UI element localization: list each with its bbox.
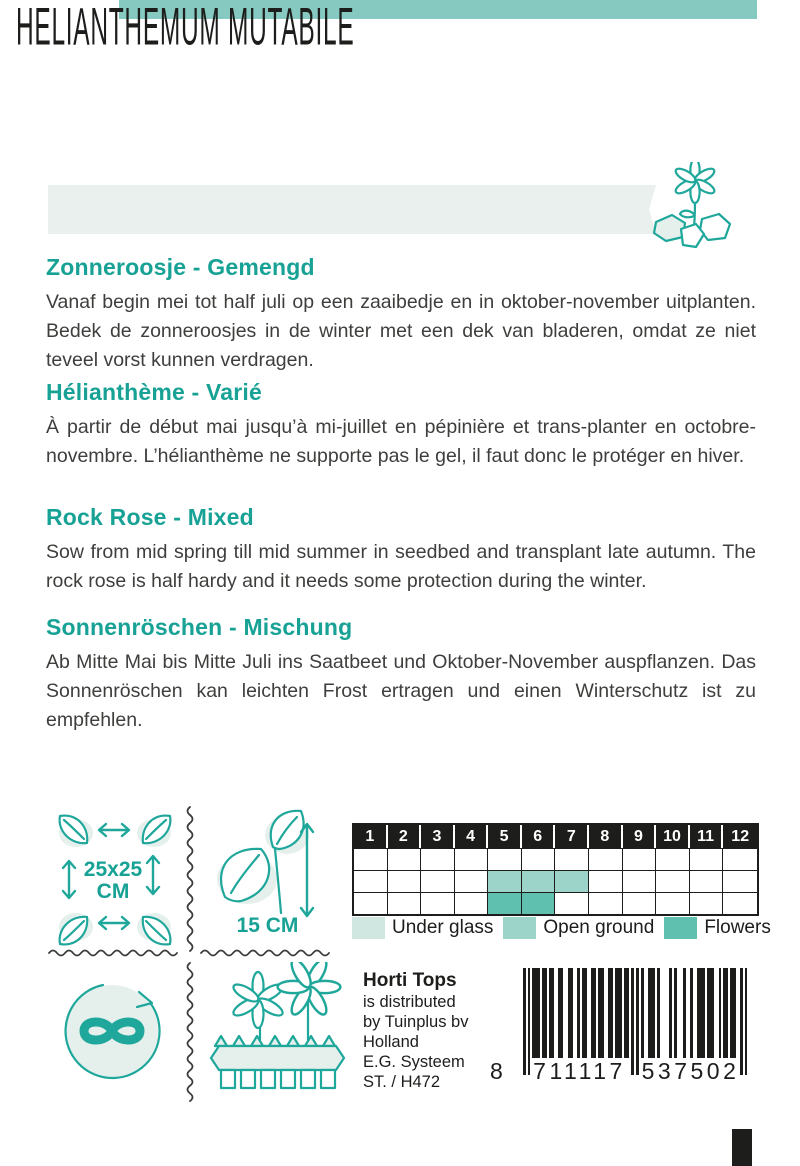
calendar-month-7: 7 — [555, 825, 589, 848]
barcode-bar — [620, 968, 623, 1062]
print-registration-mark — [732, 1129, 752, 1166]
barcode-bar — [726, 968, 729, 1062]
barcode-bar — [712, 968, 715, 1062]
calendar-cell-open-ground-12 — [723, 870, 757, 892]
calendar-cell-under-glass-4 — [455, 848, 489, 870]
legend-label: Under glass — [392, 917, 494, 938]
barcode-bar — [745, 968, 748, 1075]
calendar-cell-under-glass-9 — [623, 848, 657, 870]
calendar-cell-under-glass-5 — [488, 848, 522, 870]
barcode-bar — [551, 968, 554, 1062]
calendar-month-11: 11 — [690, 825, 724, 848]
barcode-bar — [594, 968, 597, 1062]
barcode-bar — [610, 968, 613, 1062]
barcode-bar — [636, 968, 639, 1075]
legend-swatch — [664, 917, 697, 939]
barcode-bar — [657, 968, 660, 1062]
barcode-bar — [577, 968, 580, 1062]
calendar-cell-flowers-7 — [555, 892, 589, 914]
calendar-cell-flowers-4 — [455, 892, 489, 914]
barcode-bar — [561, 968, 564, 1062]
distributor-line: by Tuinplus bv — [363, 1013, 469, 1031]
section-french — [46, 379, 756, 471]
legend-item — [664, 917, 771, 939]
barcode-bar — [702, 968, 705, 1062]
calendar-cell-open-ground-1 — [354, 870, 388, 892]
calendar-cell-open-ground-9 — [623, 870, 657, 892]
calendar-cell-flowers-5 — [488, 892, 522, 914]
section-body-german: Ab Mitte Mai bis Mitte Juli ins Saatbeet und Oktober-November auspflanzen. Das Sonnenröschen kan leichten Frost ertragen und einen Winterschutz ist zu empfehlen. — [46, 651, 756, 731]
calendar-month-2: 2 — [388, 825, 422, 848]
barcode-bar — [669, 968, 672, 1062]
legend-label: Open ground — [543, 917, 655, 938]
calendar-cell-open-ground-6 — [522, 870, 556, 892]
calendar-cell-flowers-6 — [522, 892, 556, 914]
section-german — [46, 614, 756, 735]
divider-vertical-bottom — [185, 962, 195, 1102]
calendar-cell-open-ground-4 — [455, 870, 489, 892]
calendar-month-6: 6 — [522, 825, 556, 848]
barcode-bar — [690, 968, 693, 1062]
section-dutch — [46, 254, 756, 375]
calendar-cell-flowers-2 — [388, 892, 422, 914]
divider-vertical-top — [185, 806, 195, 952]
section-body-dutch: Vanaf begin mei tot half juli op een zaaibedje en in oktober-november uitplanten. Bedek de zonneroosjes in de winter met een dek van bladeren, omdat ze niet teveel vorst kunnen verdragen. — [46, 291, 756, 371]
calendar-cell-under-glass-2 — [388, 848, 422, 870]
calendar-cell-open-ground-8 — [589, 870, 623, 892]
calendar-month-1: 1 — [354, 825, 388, 848]
spacing-unit: CM — [96, 880, 130, 903]
packet-title: HELIANTHEMUM MUTABILE — [16, 0, 355, 57]
calendar-month-9: 9 — [623, 825, 657, 848]
barcode-bar — [631, 968, 634, 1075]
calendar-cell-under-glass-7 — [555, 848, 589, 870]
legend-swatch — [503, 917, 536, 939]
calendar-table — [352, 823, 759, 916]
calendar-cell-flowers-8 — [589, 892, 623, 914]
barcode-bar — [523, 968, 526, 1075]
calendar-cell-open-ground-10 — [656, 870, 690, 892]
calendar-cell-open-ground-2 — [388, 870, 422, 892]
distributor-line: is distributed — [363, 993, 456, 1011]
barcode-bar — [601, 968, 604, 1062]
spacing-value: 25x25 — [83, 858, 143, 881]
barcode-bar — [719, 968, 722, 1062]
calendar-cell-under-glass-8 — [589, 848, 623, 870]
section-body-french: À partir de début mai jusqu’à mi-juillet en pépinière et trans-planter en octobre-novembre. L’hélianthème ne supporte pas le gel, il faut donc le protéger en hiver. — [46, 416, 756, 467]
calendar-month-10: 10 — [656, 825, 690, 848]
calendar-cell-under-glass-1 — [354, 848, 388, 870]
calendar-cell-flowers-1 — [354, 892, 388, 914]
calendar-month-4: 4 — [455, 825, 489, 848]
calendar-cell-flowers-12 — [723, 892, 757, 914]
perennial-infinity-icon — [55, 975, 171, 1091]
section-heading-english: Rock Rose - Mixed — [46, 504, 254, 530]
barcode-bar — [641, 968, 644, 1062]
height-label: 15 CM — [236, 914, 299, 937]
distributor-line: E.G. Systeem — [363, 1053, 465, 1071]
calendar-cell-flowers-11 — [690, 892, 724, 914]
section-heading-german: Sonnenröschen - Mischung — [46, 614, 353, 640]
calendar-cell-open-ground-7 — [555, 870, 589, 892]
legend-item — [503, 917, 654, 939]
barcode-bar — [683, 968, 686, 1062]
calendar-cell-under-glass-11 — [690, 848, 724, 870]
calendar-cell-under-glass-3 — [421, 848, 455, 870]
flower-bed-icon — [205, 962, 350, 1102]
barcode-bar — [653, 968, 656, 1062]
rock-rose-flower-icon — [643, 162, 745, 252]
calendar-cell-under-glass-12 — [723, 848, 757, 870]
legend-label: Flowers — [704, 917, 771, 938]
barcode-digits-group2: 537502 — [641, 1058, 740, 1084]
title-banner — [48, 185, 656, 234]
barcode-bar — [740, 968, 743, 1075]
section-heading-dutch: Zonneroosje - Gemengd — [46, 254, 315, 280]
calendar-cell-open-ground-5 — [488, 870, 522, 892]
divider-horizontal-right — [200, 948, 332, 958]
barcode-bar — [674, 968, 677, 1062]
calendar-cell-flowers-10 — [656, 892, 690, 914]
legend-item — [352, 917, 493, 939]
calendar-cell-flowers-3 — [421, 892, 455, 914]
barcode-bar — [537, 968, 540, 1062]
distributor-lines — [363, 992, 468, 1092]
distributor-name: Horti Tops — [363, 970, 457, 991]
distributor-line: ST. / H472 — [363, 1073, 441, 1091]
barcode-digits-group1: 711117 — [530, 1058, 629, 1085]
barcode — [490, 968, 756, 1094]
section-english — [46, 504, 756, 596]
distributor-block — [363, 969, 468, 1092]
legend-swatch — [352, 917, 385, 939]
distributor-line: Holland — [363, 1033, 419, 1051]
section-body-english: Sow from mid spring till mid summer in seedbed and transplant late autumn. The rock rose is half hardy and it needs some protection during the winter. — [46, 541, 756, 592]
divider-horizontal-left — [48, 948, 180, 958]
section-heading-french: Hélianthème - Varié — [46, 379, 262, 405]
calendar-month-8: 8 — [589, 825, 623, 848]
barcode-bar — [584, 968, 587, 1062]
calendar-cell-open-ground-3 — [421, 870, 455, 892]
calendar-month-5: 5 — [488, 825, 522, 848]
barcode-bar — [627, 968, 630, 1062]
calendar-month-3: 3 — [421, 825, 455, 848]
barcode-bar — [570, 968, 573, 1062]
calendar-cell-open-ground-11 — [690, 870, 724, 892]
calendar-cell-under-glass-6 — [522, 848, 556, 870]
barcode-bar — [733, 968, 736, 1062]
barcode-bar — [544, 968, 547, 1062]
calendar-legend — [352, 917, 771, 939]
spacing-label — [78, 859, 148, 903]
calendar-cell-flowers-9 — [623, 892, 657, 914]
calendar-month-12: 12 — [723, 825, 757, 848]
barcode-digit-left: 8 — [490, 1058, 503, 1084]
calendar-cell-under-glass-10 — [656, 848, 690, 870]
